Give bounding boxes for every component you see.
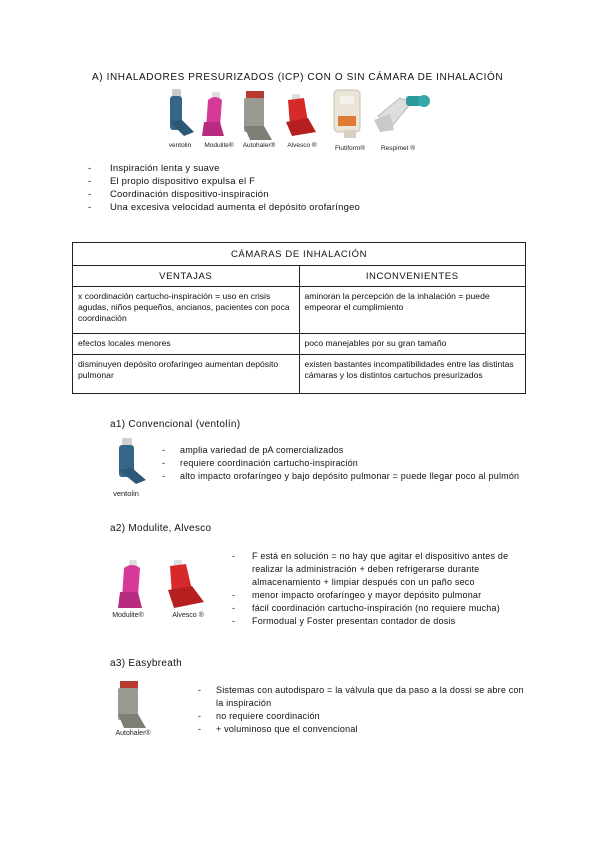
list-item: - F está en solución = no hay que agitar el dispositivo antes de realizar la administración + deben refrigerarse durante almacenamiento + limpiar después con un paño seco — [232, 551, 509, 587]
list-item: - Una excesiva velocidad aumenta el depósito orofaríngeo — [88, 202, 361, 213]
alvesco-caption: Alvesco ® — [172, 612, 204, 619]
a1-title: a1) Convencional (ventolín) — [110, 419, 241, 430]
section-a-bullets — [88, 162, 528, 214]
table-row — [73, 355, 526, 394]
list-item: - Formodual y Foster presentan contador de dosis — [232, 616, 456, 626]
autohaler-inhaler-icon — [112, 678, 158, 730]
alvesco-inhaler-icon — [168, 560, 204, 608]
column-header-inconvenientes: INCONVENIENTES — [299, 266, 526, 287]
a2-title: a2) Modulite, Alvesco — [110, 523, 212, 534]
alvesco-inhaler-icon — [286, 94, 316, 136]
modulite-inhaler-icon — [202, 92, 224, 136]
table-row — [73, 334, 526, 355]
a3-bullets — [198, 684, 530, 736]
table-cell: x coordinación cartucho-inspiración = uso en crisis agudas, niños pequeños, ancianos, pacientes con poca coordinación — [73, 287, 300, 334]
ventolin-inhaler-icon — [170, 89, 194, 136]
a2-bullets — [232, 550, 532, 628]
list-item: - Coordinación dispositivo-inspiración — [88, 189, 269, 200]
list-item: - Sistemas con autodisparo = la válvula que da paso a la dossi se abre con la inspiración — [198, 685, 524, 708]
table-cell: efectos locales menores — [73, 334, 300, 355]
device-caption: ventolin — [168, 142, 192, 149]
list-item: - fácil coordinación cartucho-inspiración (no requiere mucha) — [232, 603, 500, 613]
list-item: - menor impacto orofaríngeo y mayor depósito pulmonar — [232, 590, 482, 600]
section-a-title: A) INHALADORES PRESURIZADOS (ICP) CON O SIN CÁMARA DE INHALACIÓN — [92, 72, 504, 83]
list-item: - Inspiración lenta y suave — [88, 163, 220, 174]
list-item: - alto impacto orofaríngeo y bajo depósito pulmonar = puede llegar poco al pulmón — [162, 471, 520, 481]
modulite-caption: Modulite® — [112, 612, 144, 619]
table-cell: aminoran la percepción de la inhalación = puede empeorar el cumplimiento — [299, 287, 526, 334]
device-caption: Alvesco ® — [287, 142, 317, 149]
respimat-inhaler-icon — [374, 95, 430, 132]
device-caption: Respimet ® — [380, 145, 416, 152]
list-item: - amplia variedad de pA comercializados — [162, 445, 344, 455]
device-caption: Flutiform® — [334, 145, 366, 152]
table-cell: disminuyen depósito orofaríngeo aumentan depósito pulmonar — [73, 355, 300, 394]
camaras-table — [72, 242, 526, 394]
list-item: - El propio dispositivo expulsa el F — [88, 176, 256, 187]
table-cell: existen bastantes incompatibilidades entre las distintas cámaras y los distintos cartuchos presurizados — [299, 355, 526, 394]
ventolin-inhaler-icon — [110, 436, 150, 488]
device-caption: Autohaler® — [242, 142, 276, 149]
list-item: - no requiere coordinación — [198, 711, 320, 721]
table-row — [73, 287, 526, 334]
autohaler-inhaler-icon — [244, 91, 272, 140]
list-item: - + voluminoso que el convencional — [198, 724, 358, 734]
table-cell: poco manejables por su gran tamaño — [299, 334, 526, 355]
table-header-row — [73, 266, 526, 287]
column-header-ventajas: VENTAJAS — [73, 266, 300, 287]
modulite-alvesco-image — [112, 556, 222, 612]
a3-title: a3) Easybreath — [110, 658, 183, 669]
table-title-row — [73, 243, 526, 266]
list-item: - requiere coordinación cartucho-inspiración — [162, 458, 358, 468]
device-caption: Modulite® — [204, 142, 234, 149]
ventolin-caption: ventolin — [113, 489, 139, 498]
a1-bullets — [162, 444, 522, 483]
table-title: CÁMARAS DE INHALACIÓN — [73, 243, 526, 266]
flutiform-inhaler-icon — [334, 90, 360, 138]
modulite-inhaler-icon — [118, 560, 142, 608]
autohaler-caption: Autohaler® — [115, 730, 151, 737]
